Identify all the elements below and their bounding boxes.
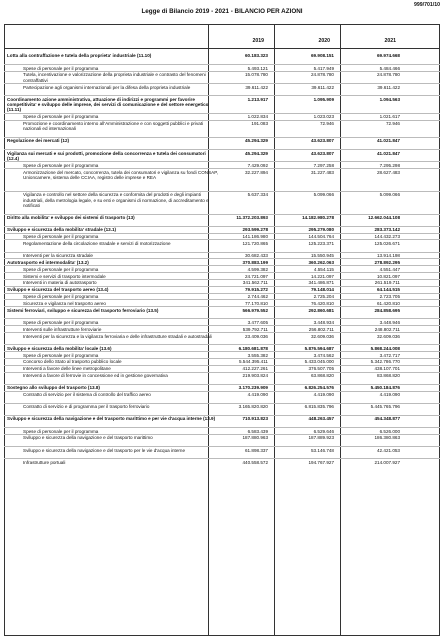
row-label: Sviluppo e sicurezza del trasporto aereo (13.4) <box>7 287 109 293</box>
row-label: Interventi a favore delle linee metropolitane <box>23 366 111 372</box>
row-value-2020: 69.908.151 <box>311 52 334 58</box>
row-label: Armonizzazione del mercato, concorrenza, tutela dei consumatori e vigilanza su fondi CONSAP, Unioncamere, sistema delle CCIAA, registro delle imprese e REA <box>23 169 218 180</box>
row-value-2020: 7.297.258 <box>313 162 334 168</box>
row-value-2020: 2.725.204 <box>313 294 334 300</box>
row-value-2020: 1.023.023 <box>313 114 334 120</box>
row-value-2020: 144.504.764 <box>308 234 334 240</box>
row-value-2020: 3.474.562 <box>313 352 334 358</box>
row-value-2021: 261.519.711 <box>374 280 400 286</box>
row-label: Sostegno allo sviluppo del trasporto (13.8) <box>7 385 100 391</box>
row-value-2019: 1.022.834 <box>247 114 268 120</box>
row-label: Contratto di servizio e di programma per il trasporto ferroviario <box>23 404 150 410</box>
row-value-2020: 24.878.780 <box>311 72 334 78</box>
table-row <box>4 265 440 272</box>
table-row <box>4 332 440 344</box>
row-value-2019: 3.170.239.909 <box>238 385 268 391</box>
row-label: Sicurezza e vigilanza nel trasporto aereo <box>23 300 106 306</box>
row-value-2019: 710.913.823 <box>242 416 268 422</box>
row-value-2021: 3.448.946 <box>379 319 400 325</box>
row-label: Sviluppo e sicurezza della navigazione e del trasporto per le vie d'acqua interne <box>23 447 186 453</box>
table-row <box>4 191 440 214</box>
table-row <box>4 113 440 120</box>
row-label: Concorso dello Stato al trasporto pubblico locale <box>23 359 122 365</box>
row-value-2019: 32.227.894 <box>245 169 268 175</box>
table-row <box>4 64 440 71</box>
row-value-2020: 6.826.254.576 <box>304 385 334 391</box>
row-value-2019: 4.419.090 <box>247 392 268 398</box>
row-value-2020: 1.095.909 <box>313 96 334 102</box>
row-value-2020: 32.609.036 <box>311 333 334 339</box>
row-label: Interventi per la sicurezza e la vigilanza ferroviaria e delle infrastrutture stradali e autostradali <box>23 333 212 339</box>
row-value-2021: 6.526.000 <box>379 428 400 434</box>
row-value-2021: 438.107.701 <box>374 366 400 372</box>
row-label: Spese di personale per il programma <box>23 162 99 168</box>
table-row <box>4 306 440 318</box>
row-value-2021: 454.348.877 <box>374 416 400 422</box>
row-value-2020: 6.529.646 <box>313 428 334 434</box>
row-value-2019: 191.083 <box>251 121 268 127</box>
row-value-2020: 14.182.980.278 <box>302 215 334 221</box>
row-label: Regolamentazione della circolazione stradale e servizi di motorizzazione <box>23 240 171 246</box>
table-row <box>4 384 440 391</box>
table-row <box>4 299 440 306</box>
row-value-2019: 219.903.824 <box>242 373 268 379</box>
row-value-2019: 5.544.395.411 <box>238 359 268 365</box>
row-value-2021: 64.144.515 <box>377 287 400 293</box>
row-value-2019: 141.186.980 <box>242 234 268 240</box>
row-value-2020: 194.767.927 <box>308 459 334 465</box>
row-value-2021: 39.611.422 <box>377 84 400 90</box>
table-row <box>4 279 440 286</box>
row-label: Diritto alla mobilita' e sviluppo dei sistemi di trasporto (13) <box>7 215 135 221</box>
row-label: Interventi sulle infrastrutture ferroviarie <box>23 326 102 332</box>
row-label: Sistemi e servizi di trasporto intermodale <box>23 273 106 279</box>
row-value-2019: 30.682.433 <box>245 253 268 259</box>
row-value-2020: 63.868.820 <box>311 373 334 379</box>
row-value-2020: 4.419.090 <box>313 392 334 398</box>
row-value-2021: 10.821.097 <box>377 273 400 279</box>
row-label: Autotrasporto ed intermodalita' (13.2) <box>7 259 89 265</box>
row-label: Spese di personale per il programma <box>23 428 99 434</box>
row-value-2019: 5.637.334 <box>247 192 268 198</box>
table-row <box>4 403 440 415</box>
table-row <box>4 427 440 434</box>
table-row <box>4 446 440 458</box>
row-value-2020: 39.611.422 <box>311 84 334 90</box>
row-label: Spese di personale per il programma <box>23 234 99 240</box>
row-value-2019: 6.180.681.878 <box>238 345 268 351</box>
table-row <box>4 71 440 83</box>
row-value-2021: 248.802.711 <box>374 326 400 332</box>
row-value-2021: 214.007.927 <box>374 459 400 465</box>
table-row <box>4 161 440 168</box>
row-label: Sviluppo e sicurezza della navigazione e del trasporto marittimo <box>23 435 153 441</box>
row-value-2019: 61.898.337 <box>245 447 268 453</box>
row-value-2019: 3.477.605 <box>247 319 268 325</box>
budget-table-body <box>4 52 440 465</box>
table-row <box>4 120 440 137</box>
table-row <box>4 168 440 191</box>
row-value-2020: 14.221.097 <box>311 273 334 279</box>
row-value-2020: 43.623.807 <box>311 150 334 156</box>
table-row <box>4 137 440 149</box>
row-label: Promozione e coordinamento interno all'Amministrazione e con soggetti pubblici e privati nazionali ed internazionali <box>23 121 204 132</box>
row-value-2021: 284.858.695 <box>374 307 400 313</box>
row-value-2019: 45.294.329 <box>245 138 268 144</box>
row-value-2021: 13.914.198 <box>377 253 400 259</box>
row-value-2019: 539.792.711 <box>242 326 268 332</box>
page-id: 999/701/10 <box>414 2 440 8</box>
row-value-2021: 1.094.563 <box>379 96 400 102</box>
column-header-2019: 2019 <box>252 38 264 44</box>
row-label: Vigilanza sui mercati e sui prodotti, promozione della concorrenza e tutela dei consumatori (12.4) <box>7 150 206 161</box>
row-label: Spese di personale per il programma <box>23 319 99 325</box>
row-label: Interventi a favore di ferrovie in concessione ed in gestione governativa <box>23 373 168 379</box>
table-row <box>4 83 440 95</box>
row-label: Sviluppo e sicurezza della mobilita' stradale (13.1) <box>7 227 117 233</box>
table-row <box>4 318 440 325</box>
row-value-2020: 53.146.748 <box>311 447 334 453</box>
row-label: Infrastrutture portuali <box>23 459 66 465</box>
table-row <box>4 286 440 293</box>
row-value-2021: 83.868.820 <box>377 373 400 379</box>
row-value-2021: 4.551.447 <box>379 266 400 272</box>
table-row <box>4 52 440 64</box>
row-value-2021: 3.472.717 <box>379 352 400 358</box>
table-row <box>4 272 440 279</box>
row-label: Partecipazione agli organismi internazionali per la difesa della proprieta industriale <box>23 84 191 90</box>
row-value-2019: 2.744.462 <box>247 294 268 300</box>
row-value-2021: 5.868.244.008 <box>370 345 400 351</box>
row-value-2020: 360.262.063 <box>308 259 334 265</box>
table-row <box>4 95 440 112</box>
row-label: Interventi per la sicurezza stradale <box>23 253 93 259</box>
row-value-2021: 7.295.298 <box>379 162 400 168</box>
row-value-2021: 24.878.780 <box>377 72 400 78</box>
row-value-2019: 24.721.097 <box>245 273 268 279</box>
header-separator <box>4 48 440 49</box>
row-value-2020: 5.417.949 <box>313 65 334 71</box>
row-value-2021: 5.445.765.796 <box>370 404 400 410</box>
row-value-2021: 41.021.847 <box>377 138 400 144</box>
table-row <box>4 258 440 265</box>
row-label: Coordinamento azione amministrativa, attuazione di indirizzi e programmi per favorire competitivita' e sviluppo delle imprese, dei servizi di comunicazione e del settore energetico (11.11) <box>7 96 209 113</box>
row-value-2021: 41.021.847 <box>377 150 400 156</box>
row-value-2020: 292.860.681 <box>308 307 334 313</box>
row-value-2019: 79.915.272 <box>245 287 268 293</box>
row-value-2019: 77.170.810 <box>245 300 268 306</box>
row-value-2021: 5.484.466 <box>379 65 400 71</box>
row-value-2020: 295.279.080 <box>308 227 334 233</box>
table-row <box>4 351 440 358</box>
row-value-2020: 3.448.934 <box>313 319 334 325</box>
row-label: Spese di personale per il programma <box>23 266 99 272</box>
row-value-2019: 1.213.917 <box>247 96 268 102</box>
row-value-2019: 341.562.711 <box>242 280 268 286</box>
table-row <box>4 214 440 226</box>
row-value-2021: 28.627.483 <box>377 169 400 175</box>
row-value-2019: 566.979.552 <box>242 307 268 313</box>
row-value-2019: 23.409.036 <box>245 333 268 339</box>
row-value-2019: 45.294.329 <box>245 150 268 156</box>
row-value-2021: 125.026.671 <box>374 240 400 246</box>
row-value-2019: 15.078.780 <box>245 72 268 78</box>
table-row <box>4 293 440 300</box>
row-label: Spese di personale per il programma <box>23 65 99 71</box>
row-label: Contratto di servizio per il sistema di controllo del traffico aereo <box>23 392 151 398</box>
row-value-2019: 293.599.278 <box>242 227 268 233</box>
row-value-2019: 3.555.382 <box>247 352 268 358</box>
row-value-2021: 2.723.705 <box>379 294 400 300</box>
row-value-2019: 440.558.572 <box>242 459 268 465</box>
row-value-2019: 4.599.382 <box>247 266 268 272</box>
row-value-2020: 256.802.711 <box>308 326 334 332</box>
row-value-2020: 5.099.066 <box>313 192 334 198</box>
row-value-2019: 39.611.422 <box>245 84 268 90</box>
table-row <box>4 365 440 372</box>
row-label: Spese di personale per il programma <box>23 294 99 300</box>
row-value-2019: 412.227.261 <box>242 366 268 372</box>
row-value-2019: 3.165.820.820 <box>238 404 268 410</box>
column-header-2021: 2021 <box>384 38 396 44</box>
row-value-2020: 43.623.807 <box>311 138 334 144</box>
row-value-2020: 125.223.371 <box>308 240 334 246</box>
row-label: Sviluppo e sicurezza della navigazione e del trasporto marittimo e per vie d'acqua interne (13.9) <box>7 416 216 422</box>
table-row <box>4 391 440 403</box>
table-row <box>4 372 440 384</box>
row-value-2019: 187.880.963 <box>242 435 268 441</box>
row-value-2021: 72.946 <box>385 121 400 127</box>
row-value-2019: 11.372.203.893 <box>236 215 268 221</box>
row-value-2020: 187.889.923 <box>308 435 334 441</box>
row-value-2021: 144.432.273 <box>374 234 400 240</box>
row-value-2019: 370.883.199 <box>242 259 268 265</box>
row-label: Lotta alla contraffazione e tutela della proprieta' industriale (11.10) <box>7 52 152 58</box>
row-value-2020: 6.815.835.796 <box>304 404 334 410</box>
row-value-2021: 5.450.184.876 <box>370 385 400 391</box>
row-value-2020: 31.227.483 <box>311 169 334 175</box>
row-label: Sviluppo e sicurezza della mobilita' locale (13.6) <box>7 345 112 351</box>
row-value-2021: 1.021.617 <box>379 114 400 120</box>
row-value-2021: 4.419.090 <box>379 392 400 398</box>
row-value-2021: 186.380.863 <box>374 435 400 441</box>
row-label: Tutela, incentivazione e valorizzazione della proprieta industriale e contrasto del fenomeni contraffattivi <box>23 72 206 83</box>
row-value-2020: 341.486.871 <box>308 280 334 286</box>
row-value-2021: 283.373.142 <box>374 227 400 233</box>
row-value-2021: 61.420.810 <box>377 300 400 306</box>
row-value-2020: 5.876.594.687 <box>304 345 334 351</box>
row-value-2019: 60.183.323 <box>245 52 268 58</box>
row-value-2020: 72.946 <box>319 121 334 127</box>
row-label: Spese di personale per il programma <box>23 114 99 120</box>
row-value-2019: 6.583.439 <box>247 428 268 434</box>
row-value-2019: 7.429.092 <box>247 162 268 168</box>
page-title: Legge di Bilancio 2019 - 2021 - BILANCIO PER AZIONI <box>141 8 303 15</box>
row-value-2020: 5.433.045.000 <box>304 359 334 365</box>
row-value-2020: 15.550.945 <box>311 253 334 259</box>
column-header-2020: 2020 <box>318 38 330 44</box>
table-row <box>4 149 440 161</box>
table-row <box>4 239 440 251</box>
table-row <box>4 358 440 365</box>
row-value-2020: 376.507.705 <box>308 366 334 372</box>
row-label: Interventi in materia di autotrasporto <box>23 280 97 286</box>
row-value-2019: 5.493.121 <box>247 65 268 71</box>
row-value-2021: 5.099.066 <box>379 192 400 198</box>
table-row <box>4 252 440 259</box>
row-value-2020: 79.148.014 <box>311 287 334 293</box>
row-label: Regolazione dei mercati (12) <box>7 138 70 144</box>
row-value-2021: 5.342.786.770 <box>370 359 400 365</box>
table-row <box>4 415 440 427</box>
table-row <box>4 325 440 332</box>
table-row <box>4 226 440 233</box>
row-label: Vigilanza e controllo nel settore della sicurezza e conformita del prodotti e degli impianti industriali, della metrologia legale, e su enti e organismi di normazione, di accreditamento e notificati <box>23 192 209 208</box>
table-row <box>4 344 440 351</box>
table-row <box>4 458 440 465</box>
row-value-2021: 42.421.053 <box>377 447 400 453</box>
row-value-2021: 12.662.044.108 <box>368 215 400 221</box>
row-value-2020: 448.263.457 <box>308 416 334 422</box>
row-value-2019: 121.720.865 <box>242 240 268 246</box>
row-value-2021: 278.892.295 <box>374 259 400 265</box>
row-label: Sistemi ferroviari, sviluppo e sicurezza del trasporto ferroviario (13.5) <box>7 307 159 313</box>
table-row <box>4 233 440 240</box>
row-value-2020: 4.554.115 <box>313 266 334 272</box>
row-value-2021: 32.609.036 <box>377 333 400 339</box>
row-value-2020: 76.420.810 <box>311 300 334 306</box>
row-label: Spese di personale per il programma <box>23 352 99 358</box>
table-row <box>4 434 440 446</box>
row-value-2021: 69.974.668 <box>377 52 400 58</box>
